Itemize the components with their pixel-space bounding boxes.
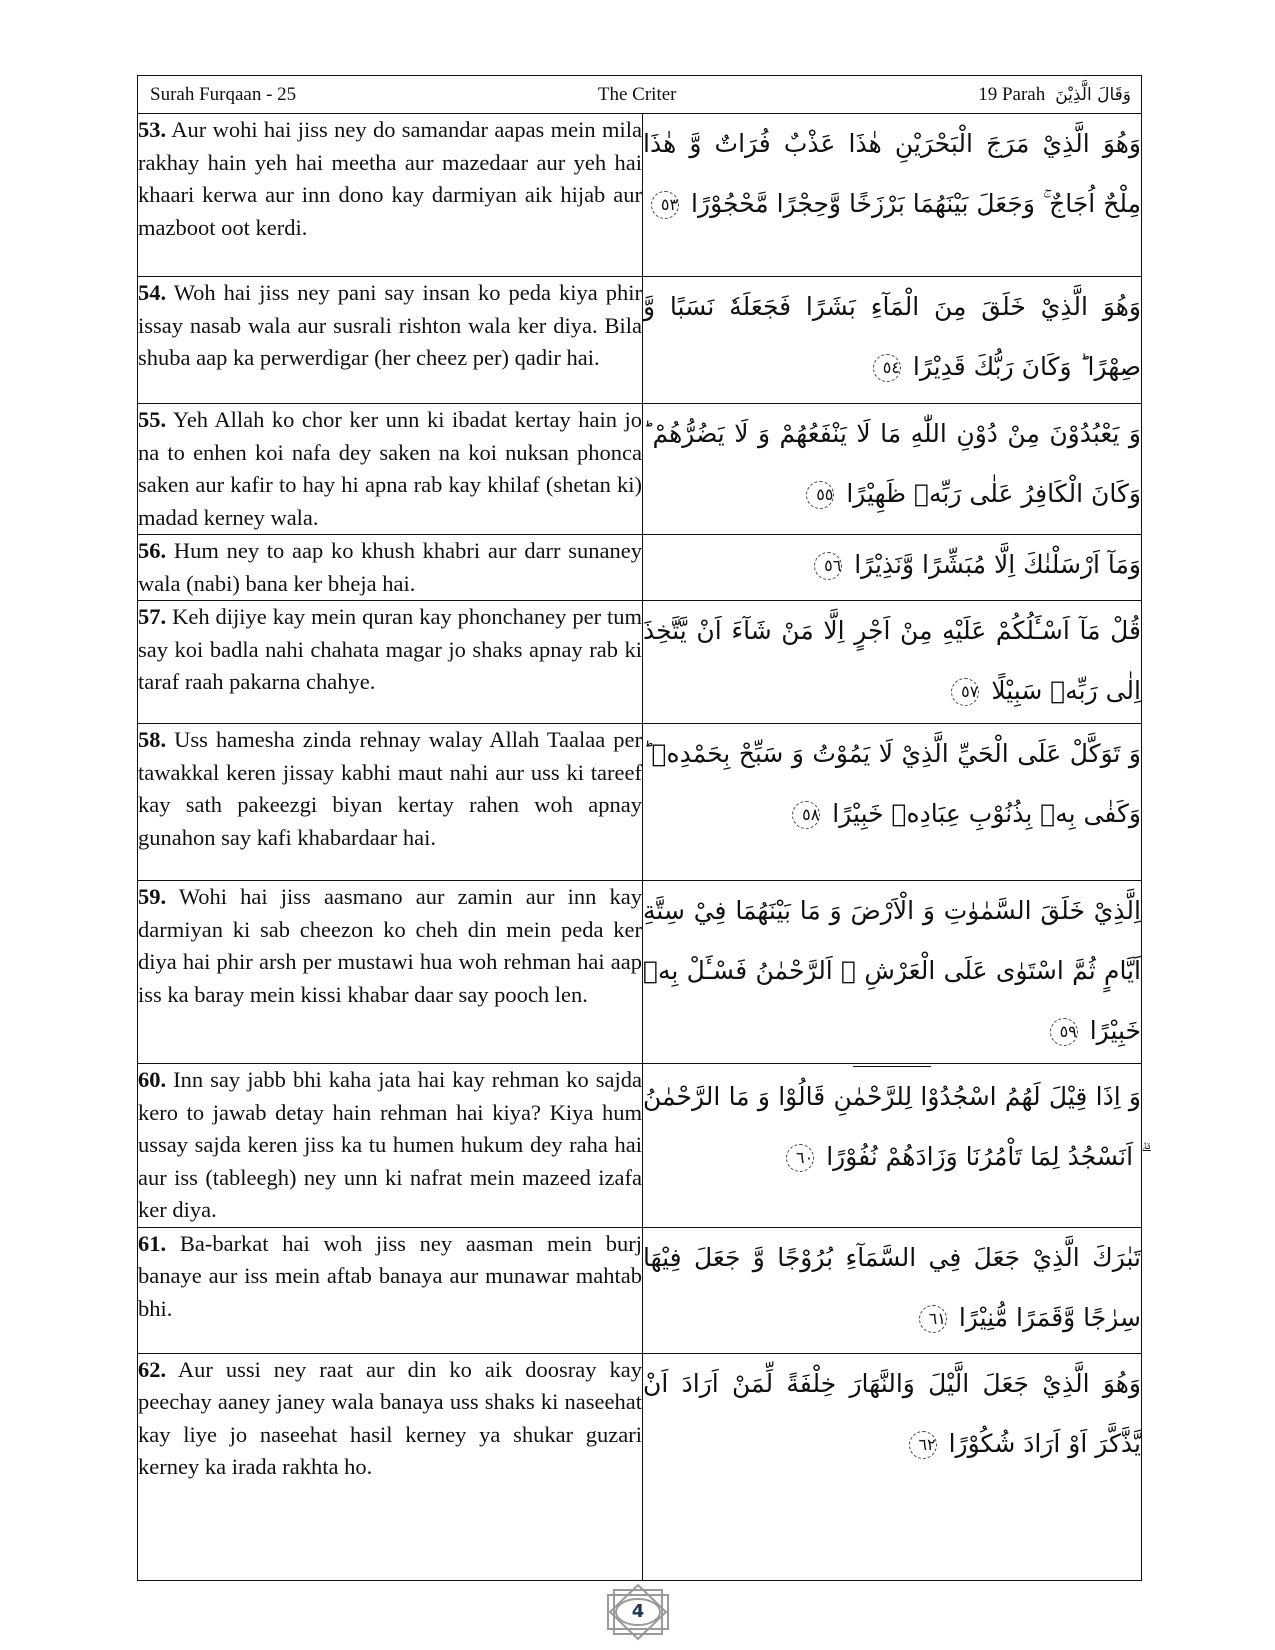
verse-row — [138, 114, 1142, 277]
verse-arabic: تَبٰرَكَ الَّذِيْ جَعَلَ فِي السَّمَآءِ بُرُوْجًا وَّ جَعَلَ فِيْهَا سِرٰجًا وَّقَمَرًا مُّنِيْرًا — [643, 1242, 1141, 1332]
translation-cell — [138, 114, 643, 277]
arabic-cell — [643, 724, 1142, 881]
verse-arabic: قُلْ مَآ اَسْـَٔلُكُمْ عَلَيْهِ مِنْ اَجْرٍ اِلَّا مَنْ شَآءَ اَنْ يَّتَّخِذَ اِلٰى رَبِّهٖ سَبِيْلًا — [643, 616, 1141, 705]
verse-translation: Hum ney to aap ko khush khabri aur darr sunaney wala (nabi) bana ker bheja hai. — [138, 538, 642, 596]
verse-number: 60. — [138, 1067, 167, 1092]
translation-cell — [138, 277, 643, 404]
verse-number: 55. — [138, 407, 167, 432]
verse-arabic: وَهُوَ الَّذِيْ جَعَلَ الَّيْلَ وَالنَّهَارَ خِلْفَةً لِّمَنْ اَرَادَ اَنْ يَّذَّكَّرَ اَوْ اَرَادَ شُكُوْرًا — [643, 1368, 1141, 1458]
ayah-end-marker-icon: ٥٨ — [792, 801, 820, 829]
arabic-cell — [643, 1353, 1142, 1580]
header-cell — [138, 76, 1142, 114]
verse-number: 56. — [138, 538, 167, 563]
arabic-cell — [643, 404, 1142, 535]
verse-arabic: وَهُوَ الَّذِيْ خَلَقَ مِنَ الْمَآءِ بَشَرًا فَجَعَلَهٗ نَسَبًا وَّ صِهْرًا ؕ وَكَانَ رَبُّكَ قَدِيْرًا — [643, 292, 1141, 381]
ayah-end-marker-icon: ٥٣ — [651, 191, 679, 219]
ayah-end-marker-icon: ٦٢ — [909, 1431, 937, 1459]
parah-arabic-name: وَقَالَ الَّذِيْنَ — [1055, 84, 1131, 105]
surah-title: Surah Furqaan - 25 — [150, 83, 297, 105]
verse-row — [138, 1353, 1142, 1580]
verse-number: 54. — [138, 280, 167, 305]
ayah-end-marker-icon: ٥٥ — [806, 481, 834, 509]
translation-cell — [138, 724, 643, 881]
translation-cell — [138, 404, 643, 535]
verse-translation: Yeh Allah ko chor ker unn ki ibadat kertay hain jo na to enhen koi nafa dey saken na koi nuksan phonca saken aur kafir to hay hi apna rab kay khilaf (shetan ki) madad kerney wala. — [138, 407, 642, 530]
verse-translation: Wohi hai jiss aasmano aur zamin aur inn kay darmiyan ki sab cheezon ko cheh din mein peda ker diya hai phir arsh per mustawi hua woh rehman hai aap iss ka baray mein kissi khabar daar say pooch len. — [138, 884, 643, 1007]
verse-number: 62. — [138, 1356, 167, 1382]
ayah-end-marker-icon: ٥٩ — [1050, 1018, 1078, 1046]
ayah-end-marker-icon: ٥٤ — [873, 354, 901, 382]
verse-translation: Aur ussi ney raat aur din ko aik doosray kay peechay aaney janey wala banaya uss shaks ki naseehat kay liye jo naseehat hasil kerney ya shukar guzari kerney ka irada rakhta ho. — [138, 1356, 642, 1479]
verse-arabic: وَ تَوَكَّلْ عَلَى الْحَيِّ الَّذِيْ لَا يَمُوْتُ وَ سَبِّحْ بِحَمْدِهٖ ؕ وَكَفٰى بِهٖ بِذُنُوْبِ عِبَادِهٖ خَبِيْرًا — [643, 739, 1141, 828]
verse-arabic: وَهُوَ الَّذِيْ مَرَجَ الْبَحْرَيْنِ هٰذَا عَذْبٌ فُرَاتٌ وَّ هٰذَا مِلْحٌ اُجَاجٌ ۚ وَجَعَلَ بَيْنَهُمَا بَرْزَخًا وَّحِجْرًا مَّحْجُوْرًا — [643, 129, 1141, 218]
page-header — [138, 76, 1142, 114]
ayah-end-marker-icon: ٦٠ — [786, 1144, 814, 1172]
verse-row — [138, 601, 1142, 724]
page-number-ornament — [600, 1583, 676, 1641]
book-title: The Criter — [597, 83, 677, 105]
verse-number: 57. — [138, 604, 167, 629]
ayah-end-marker-icon: ٦١ — [919, 1305, 947, 1333]
verse-translation: Woh hai jiss ney pani say insan ko peda kiya phir issay nasab wala aur susrali rishton wala ker diya. Bila shuba aap ka perwerdigar (her cheez per) qadir hai. — [138, 280, 642, 370]
translation-cell — [138, 601, 643, 724]
verse-translation: Ba-barkat hai woh jiss ney aasman mein burj banaye aur iss mein aftab banaya aur munawar mahtab bhi. — [138, 1230, 642, 1321]
sajdah-overline — [853, 1066, 931, 1067]
arabic-cell — [643, 277, 1142, 404]
translation-cell — [138, 1353, 643, 1580]
verse-translation: Keh dijiye kay mein quran kay phonchaney per tum say koi badla nahi chahata magar jo shaks apnay rab ki taraf raah pakarna chahye. — [138, 604, 643, 694]
verse-number: 61. — [138, 1230, 167, 1256]
arabic-cell — [643, 535, 1142, 601]
verse-row — [138, 1064, 1142, 1228]
arabic-cell — [643, 114, 1142, 277]
translation-cell — [138, 881, 643, 1064]
verse-row — [138, 724, 1142, 881]
translation-cell — [138, 1064, 643, 1228]
verse-arabic: اِلَّذِيْ خَلَقَ السَّمٰوٰتِ وَ الْاَرْضَ وَ مَا بَيْنَهُمَا فِيْ سِتَّةِ اَيَّامٍ ثُمَّ اسْتَوٰى عَلَى الْعَرْشِ ۛ اَلرَّحْمٰنُ فَسْـَٔلْ بِهٖ خَبِيْرًا — [643, 896, 1141, 1045]
arabic-cell — [643, 1064, 1142, 1228]
verse-row — [138, 1227, 1142, 1353]
arabic-cell — [643, 1227, 1142, 1353]
verse-translation: Aur wohi hai jiss ney do samandar aapas mein mila rakhay hain yeh hai meetha aur mazedaar aur yeh hai khaari kerwa aur inn dono kay darmiyan aik hijab aur mazboot oot kerdi. — [138, 117, 642, 240]
translation-table — [137, 75, 1142, 1581]
verse-number: 53. — [138, 117, 167, 142]
ayah-end-marker-icon: ٥٧ — [951, 678, 979, 706]
verse-arabic: وَ اِذَا قِيْلَ لَهُمُ اسْجُدُوْا لِلرَّحْمٰنِ قَالُوْا وَ مَا الرَّحْمٰنُ ۗ اَنَسْجُدُ لِمَا تَاْمُرُنَا وَزَادَهُمْ نُفُوْرًا — [643, 1082, 1141, 1171]
arabic-cell — [643, 881, 1142, 1064]
page-number: 4 — [631, 1601, 645, 1622]
verse-row — [138, 277, 1142, 404]
verse-arabic: وَمَآ اَرْسَلْنٰكَ اِلَّا مُبَشِّرًا وَّنَذِيْرًا — [854, 550, 1141, 579]
translation-cell — [138, 1227, 643, 1353]
verse-row — [138, 535, 1142, 601]
verse-arabic: وَ يَعْبُدُوْنَ مِنْ دُوْنِ اللّٰهِ مَا لَا يَنْفَعُهُمْ وَ لَا يَضُرُّهُمْ ؕ وَكَانَ الْكَافِرُ عَلٰى رَبِّهٖ ظَهِيْرًا — [643, 419, 1141, 508]
verse-number: 58. — [138, 727, 167, 752]
verse-row — [138, 404, 1142, 535]
verse-number: 59. — [138, 884, 167, 909]
translation-cell — [138, 535, 643, 601]
ayah-end-marker-icon: ٥٦ — [814, 552, 842, 580]
verse-row — [138, 881, 1142, 1064]
verse-translation: Uss hamesha zinda rehnay walay Allah Taalaa per tawakkal keren jissay kabhi maut nahi aur uss ki tareef kay sath pakeezgi biyan kertay rahen woh apnay gunahon say kafi khabardaar hai. — [138, 727, 642, 850]
verse-translation: Inn say jabb bhi kaha jata hai kay rehman ko sajda kero to jawab detay hain rehman hai kiya? Kiya hum ussay sajda keren jiss ka tu humen hukum dey raha hai aur iss (tableegh) ney unn ki nafrat mein mazeed izafa ker diya. — [138, 1067, 642, 1222]
parah-label: 19 Parah — [978, 83, 1046, 105]
arabic-cell — [643, 601, 1142, 724]
